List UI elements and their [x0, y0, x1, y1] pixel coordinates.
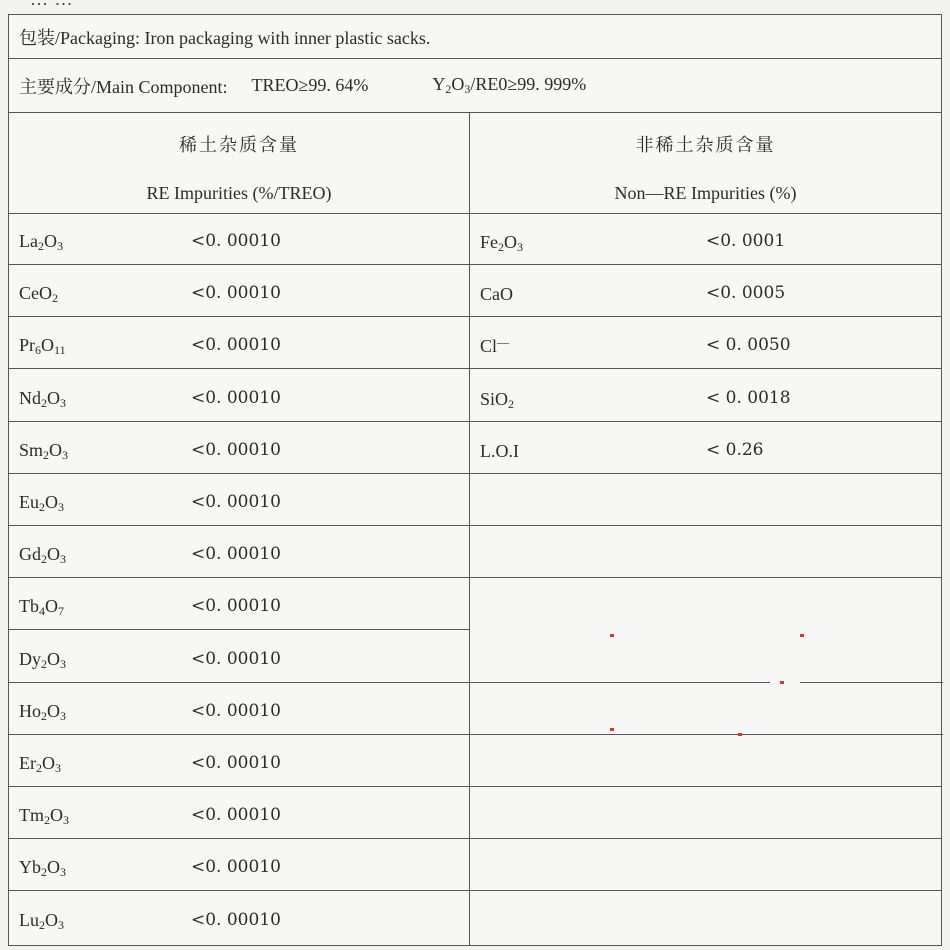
- re-impurity-row: [9, 370, 469, 422]
- re-impurity-value: <0. 00010: [191, 387, 281, 408]
- y2o3-value: $Y_2O_3/RE0\ge 99$. 999%: [432, 74, 587, 96]
- re-impurity-row: [9, 265, 469, 317]
- re-impurity-row: [9, 839, 469, 891]
- non-re-impurity-row: [470, 370, 941, 422]
- non-re-header-en: Non—RE Impurities (%): [614, 183, 797, 203]
- non-re-impurity-row: [470, 631, 941, 683]
- formula-subscript: 3: [60, 395, 66, 410]
- formula-oxygen: O: [43, 231, 57, 251]
- non-re-impurity-value: <0. 0001: [706, 231, 786, 251]
- re-impurity-name: [19, 910, 64, 933]
- formula-element: CaO: [480, 284, 513, 305]
- formula-element: La: [19, 231, 38, 251]
- non-re-impurity-row: [470, 265, 941, 317]
- non-re-impurity-row: [470, 213, 941, 265]
- re-impurity-value: <0. 00010: [191, 857, 281, 878]
- packaging-row: [9, 15, 941, 59]
- re-impurity-name: [19, 335, 66, 358]
- re-impurity-row: [9, 213, 469, 265]
- table-rule-fragment: [762, 734, 943, 736]
- formula-subscript: 11: [54, 343, 66, 358]
- formula-element: Cl: [480, 336, 498, 357]
- formula-subscript: 3: [62, 447, 69, 462]
- re-impurities-column: [9, 113, 470, 945]
- formula-subscript: 2: [52, 291, 58, 306]
- cutoff-text: [30, 0, 74, 10]
- non-re-impurity-row: [470, 474, 941, 526]
- formula-element: Tb: [19, 596, 39, 617]
- re-impurities-header: [9, 113, 469, 214]
- formula-oxygen: O: [49, 439, 63, 460]
- formula-element: Er: [19, 753, 36, 773]
- table-rule-fragment: [470, 734, 610, 736]
- re-impurity-name: [19, 805, 69, 828]
- formula-oxygen: O: [42, 753, 55, 773]
- formula-element: Yb: [19, 857, 41, 878]
- main-component-row: [9, 59, 941, 113]
- re-impurity-name: [19, 388, 66, 411]
- non-re-impurity-row: [470, 787, 941, 839]
- red-ink-mark: [780, 681, 784, 684]
- formula-element: SiO: [480, 388, 509, 409]
- formula-oxygen: O: [50, 805, 63, 826]
- re-impurity-value: <0. 00010: [191, 596, 281, 617]
- non-re-impurity-row: [470, 839, 941, 891]
- re-impurity-name: [19, 492, 64, 515]
- formula-oxygen: O: [47, 857, 60, 878]
- re-impurity-name: [19, 753, 61, 776]
- re-impurity-row: [9, 787, 469, 839]
- formula-oxygen: O: [504, 232, 517, 252]
- table-rule-fragment: [470, 682, 770, 684]
- formula-subscript: 2: [44, 813, 50, 828]
- non-re-impurity-name: [480, 335, 509, 359]
- re-impurity-row: [9, 683, 469, 735]
- formula-element: Fe: [480, 232, 498, 252]
- formula-superscript: —: [497, 335, 510, 350]
- formula-subscript: 2: [36, 761, 42, 775]
- non-re-impurity-row: [470, 735, 941, 787]
- formula-subscript: 7: [58, 604, 64, 619]
- table-rule-fragment: [662, 734, 735, 736]
- re-impurity-value: <0. 00010: [191, 648, 281, 669]
- treo-value: TREO≥99. 64%: [251, 75, 369, 95]
- re-impurity-row: [9, 578, 469, 630]
- formula-element: Pr: [19, 335, 36, 356]
- formula-oxygen: O: [41, 335, 55, 356]
- formula-subscript: 3: [517, 240, 523, 254]
- formula-subscript: 3: [56, 239, 63, 253]
- non-re-impurity-value: < 0. 0050: [706, 335, 791, 356]
- re-impurity-name: [19, 544, 66, 567]
- formula-oxygen: O: [47, 544, 60, 565]
- non-re-impurity-name: [480, 440, 519, 464]
- re-impurity-row: [9, 631, 469, 683]
- re-impurity-row: [9, 735, 469, 787]
- formula-subscript: 3: [55, 761, 61, 775]
- re-impurity-value: <0. 00010: [191, 544, 281, 565]
- re-impurity-row: [9, 422, 469, 474]
- non-re-header-cn: 非稀土杂质含量: [635, 135, 776, 155]
- re-impurity-value: <0. 00010: [191, 231, 281, 251]
- re-impurity-value: <0. 00010: [191, 283, 281, 304]
- re-impurity-name: [19, 283, 58, 306]
- re-header-en: RE Impurities (%/TREO): [146, 183, 332, 203]
- non-re-impurity-row: [470, 526, 941, 578]
- non-re-impurity-value: < 0.26: [706, 439, 764, 460]
- re-impurity-row: [9, 892, 469, 944]
- non-re-impurities-column: [470, 113, 941, 945]
- red-ink-mark: [800, 634, 804, 637]
- re-impurity-name: [19, 231, 63, 254]
- formula-subscript: 3: [58, 917, 64, 932]
- formula-subscript: 2: [41, 865, 47, 880]
- formula-element: Ho: [19, 700, 41, 721]
- formula-subscript: 3: [60, 865, 66, 880]
- re-impurity-value: <0. 00010: [191, 439, 281, 460]
- non-re-impurity-row: [470, 892, 941, 944]
- re-impurity-row: [9, 474, 469, 526]
- formula-oxygen: O: [45, 909, 58, 930]
- formula-subscript: 4: [39, 604, 45, 619]
- re-impurity-name: [19, 649, 66, 672]
- formula-subscript: 3: [60, 552, 66, 567]
- non-re-impurity-name: [480, 283, 513, 307]
- formula-element: Sm: [19, 439, 44, 460]
- formula-subscript: 3: [58, 500, 64, 514]
- specification-table: [8, 14, 942, 946]
- formula-oxygen: O: [45, 492, 58, 512]
- formula-element: Dy: [19, 648, 41, 669]
- formula-element: Nd: [19, 387, 41, 408]
- re-impurity-row: [9, 526, 469, 578]
- formula-element: Eu: [19, 492, 39, 512]
- formula-subscript: 2: [41, 395, 47, 410]
- non-re-impurity-value: < 0. 0018: [706, 387, 791, 408]
- re-impurity-name: [19, 857, 66, 880]
- formula-subscript: 2: [39, 500, 45, 514]
- re-impurity-value: <0. 00010: [191, 753, 281, 773]
- formula-oxygen: O: [47, 648, 60, 669]
- formula-element: Gd: [19, 544, 41, 565]
- non-re-impurity-name: [480, 388, 514, 412]
- formula-subscript: 2: [41, 708, 47, 723]
- re-impurity-value: <0. 00010: [191, 700, 281, 721]
- packaging-text: 包装/Packaging: Iron packaging with inner plastic sacks.: [19, 27, 431, 48]
- formula-oxygen: O: [47, 387, 60, 408]
- non-re-impurity-value: <0. 0005: [706, 283, 786, 304]
- non-re-impurity-row: [470, 422, 941, 474]
- red-ink-mark: [738, 733, 742, 736]
- re-impurity-row: [9, 317, 469, 369]
- main-component-label: 主要成分/Main Component:: [19, 76, 228, 97]
- table-rule-fragment: [800, 682, 943, 684]
- re-impurity-name: [19, 596, 64, 619]
- formula-element: L.O.I: [480, 440, 519, 461]
- re-impurity-value: <0. 00010: [191, 909, 281, 930]
- re-impurity-value: <0. 00010: [191, 805, 281, 826]
- formula-subscript: 6: [35, 343, 42, 358]
- re-header-cn: 稀土杂质含量: [179, 135, 299, 155]
- formula-subscript: 2: [39, 917, 45, 932]
- re-impurity-value: <0. 00010: [191, 492, 281, 512]
- non-re-impurity-row: [470, 578, 941, 630]
- formula-subscript: 2: [37, 239, 44, 253]
- formula-subscript: 2: [498, 240, 504, 254]
- non-re-impurity-name: [480, 231, 523, 255]
- formula-subscript: 3: [60, 708, 66, 723]
- non-re-impurity-row: [470, 683, 941, 735]
- re-impurity-name: [19, 701, 66, 724]
- formula-oxygen: O: [45, 596, 58, 617]
- non-re-impurity-row: [470, 317, 941, 369]
- formula-element: Tm: [19, 805, 44, 826]
- formula-subscript: 2: [41, 552, 47, 567]
- formula-subscript: 2: [41, 656, 47, 671]
- red-ink-mark: [610, 634, 614, 637]
- red-ink-mark: [610, 728, 614, 731]
- re-impurity-name: [19, 440, 68, 463]
- formula-subscript: 2: [43, 447, 50, 462]
- formula-subscript: 2: [508, 396, 515, 411]
- formula-subscript: 3: [63, 813, 69, 828]
- non-re-impurities-header: [470, 113, 941, 214]
- formula-oxygen: O: [47, 700, 60, 721]
- formula-subscript: 3: [60, 656, 66, 671]
- cutoff-header: [0, 0, 950, 14]
- re-impurity-value: <0. 00010: [191, 335, 281, 356]
- formula-element: CeO: [19, 283, 52, 304]
- formula-element: Lu: [19, 909, 39, 930]
